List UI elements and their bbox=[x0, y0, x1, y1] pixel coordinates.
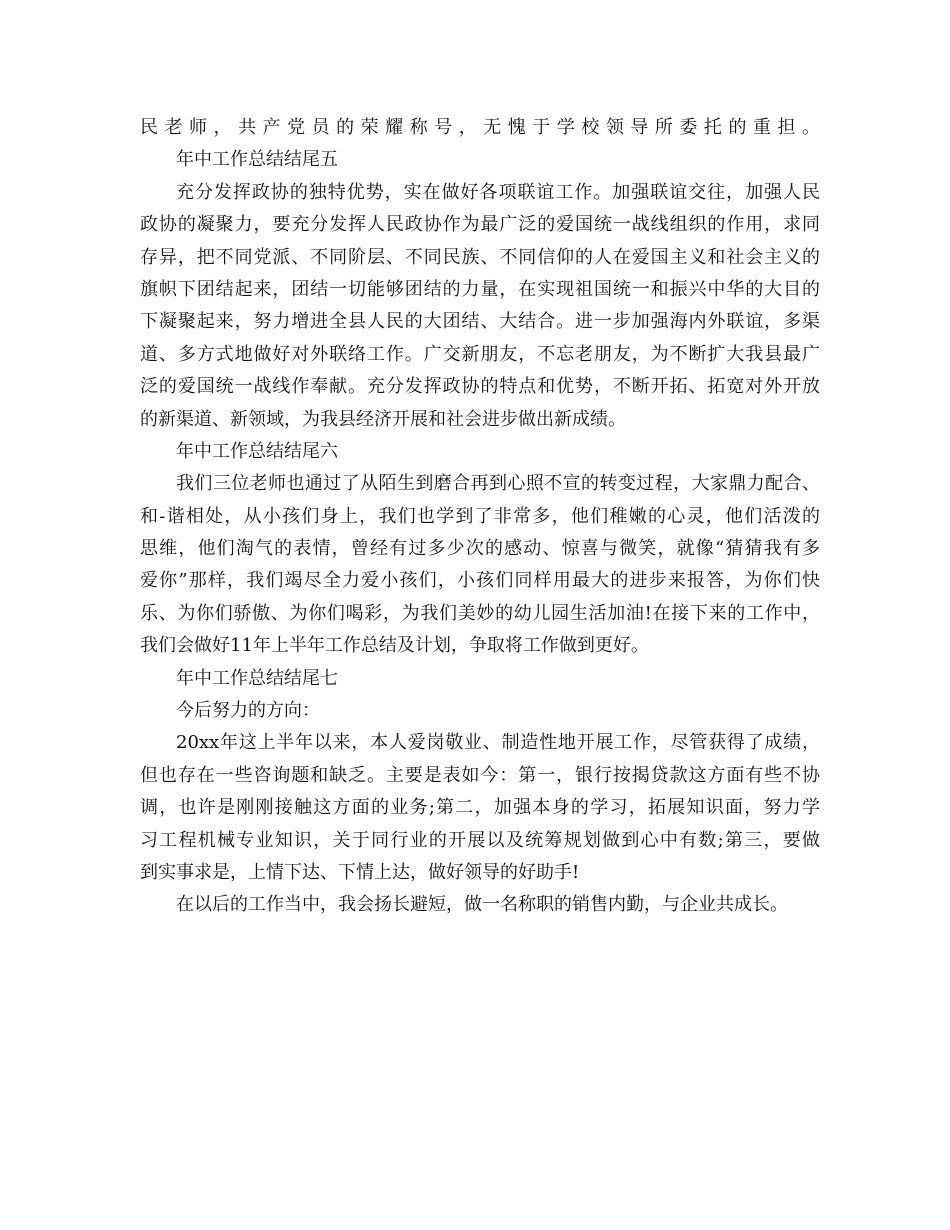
text-line: 道、多方式地做好对外联络工作。广交新朋友，不忘老朋友，为不断扩大我县最广 bbox=[140, 343, 820, 365]
text-line: 但也存在一些咨询题和缺乏。主要是表如今：第一，银行按揭贷款这方面有些不协 bbox=[140, 764, 820, 786]
text-line: 我们三位老师也通过了从陌生到磨合再到心照不宣的转变过程，大家鼎力配合、 bbox=[176, 473, 820, 495]
section-heading-7: 年中工作总结结尾七 bbox=[176, 667, 338, 689]
text-line: 充分发挥政协的独特优势，实在做好各项联谊工作。加强联谊交往，加强人民 bbox=[176, 181, 820, 203]
text-line: 存异，把不同党派、不同阶层、不同民族、不同信仰的人在爱国主义和社会主义的 bbox=[140, 246, 820, 268]
text-line: 和-谐相处，从小孩们身上，我们也学到了非常多，他们稚嫩的心灵，他们活泼的 bbox=[140, 505, 820, 527]
section-heading-6: 年中工作总结结尾六 bbox=[176, 440, 338, 462]
text-line: 思维，他们淘气的表情，曾经有过多少次的感动、惊喜与微笑，就像“猜猜我有多 bbox=[140, 538, 820, 560]
text-line: 乐、为你们骄傲、为你们喝彩，为我们美妙的幼儿园生活加油!在接下来的工作中， bbox=[140, 602, 820, 624]
text-line: 民老师，共产党员的荣耀称号，无愧于学校领导所委托的重担。 bbox=[140, 117, 820, 138]
text-line: 泛的爱国统一战线作奉献。充分发挥政协的特点和优势，不断开拓、拓宽对外开放 bbox=[140, 376, 820, 398]
text-line: 我们会做好11年上半年工作总结及计划，争取将工作做到更好。 bbox=[140, 635, 649, 657]
text-line: 的新渠道、新领域，为我县经济开展和社会进步做出新成绩。 bbox=[140, 408, 626, 430]
text-line: 今后努力的方向： bbox=[176, 700, 320, 722]
text-line: 习工程机械专业知识，关于同行业的开展以及统筹规划做到心中有数;第三，要做 bbox=[140, 829, 820, 851]
document-page bbox=[140, 112, 820, 922]
text-line: 在以后的工作当中，我会扬长避短，做一名称职的销售内勤，与企业共成长。 bbox=[176, 894, 788, 916]
text-line: 旗帜下团结起来，团结一切能够团结的力量，在实现祖国统一和振兴中华的大目的 bbox=[140, 278, 820, 300]
text-line: 20xx年这上半年以来，本人爱岗敬业、制造性地开展工作，尽管获得了成绩， bbox=[176, 732, 820, 754]
text-line: 下凝聚起来，努力增进全县人民的大团结、大结合。进一步加强海内外联谊，多渠 bbox=[140, 311, 820, 333]
text-line: 政协的凝聚力，要充分发挥人民政协作为最广泛的爱国统一战线组织的作用，求同 bbox=[140, 214, 820, 236]
text-line: 调，也许是刚刚接触这方面的业务;第二，加强本身的学习，拓展知识面，努力学 bbox=[140, 797, 820, 819]
text-line: 到实事求是，上情下达、下情上达，做好领导的好助手! bbox=[140, 861, 580, 883]
text-line: 爱你”那样，我们竭尽全力爱小孩们，小孩们同样用最大的进步来报答，为你们快 bbox=[140, 570, 820, 592]
section-heading-5: 年中工作总结结尾五 bbox=[176, 149, 338, 171]
